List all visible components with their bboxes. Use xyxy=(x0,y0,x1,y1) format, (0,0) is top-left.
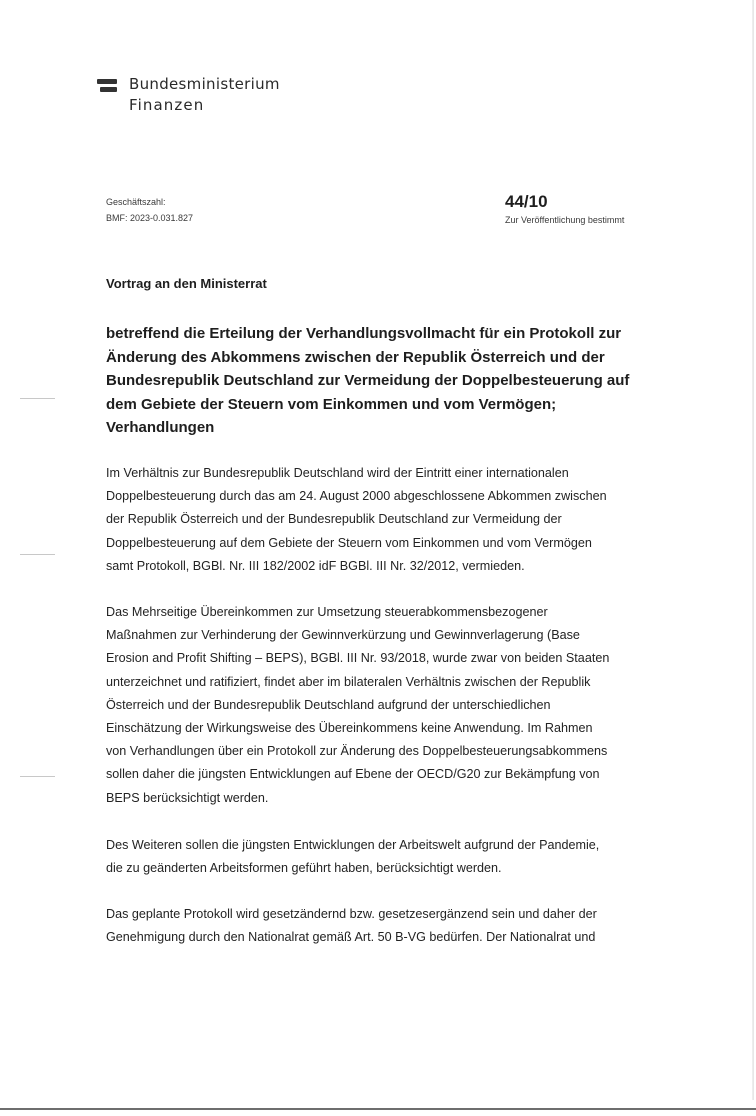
reference-label: Geschäftszahl: xyxy=(106,197,166,207)
logo-line-1: Bundesministerium xyxy=(129,75,280,93)
text-line: von Verhandlungen über ein Protokoll zur Änderung des Doppelbesteuerungsabkommens xyxy=(106,744,608,759)
text-line: unterzeichnet und ratifiziert, findet aber im bilateralen Verhältnis zwischen der Republik xyxy=(106,674,591,689)
austrian-federal-ministry-stripes-icon xyxy=(97,79,117,94)
logo-line-2: Finanzen xyxy=(129,96,205,114)
text-line: Das geplante Protokoll wird gesetzändernd bzw. gesetzesergänzend sein und daher der xyxy=(106,907,597,921)
subject-line: Änderung des Abkommens zwischen der Republik Österreich und der xyxy=(106,348,605,366)
subject-line: betreffend die Erteilung der Verhandlungsvollmacht für ein Protokoll zur xyxy=(106,325,622,342)
page-bottom-edge xyxy=(0,1108,756,1110)
text-line: Einschätzung der Wirkungsweise des Übereinkommens keine Anwendung. Im Rahmen xyxy=(106,721,593,736)
publication-note: Zur Veröffentlichung bestimmt xyxy=(505,215,625,225)
margin-fold-mark xyxy=(20,554,55,555)
text-line: sollen daher die jüngsten Entwicklungen auf Ebene der OECD/G20 zur Bekämpfung von xyxy=(106,767,600,782)
text-line: die zu geänderten Arbeitsformen geführt haben, berücksichtigt werden. xyxy=(106,861,502,876)
reference-block xyxy=(106,194,193,226)
text-line: Erosion and Profit Shifting – BEPS), BGBl. III Nr. 93/2018, wurde zwar von beiden Staaten xyxy=(106,651,610,666)
agenda-block xyxy=(505,191,624,226)
ministry-logo xyxy=(97,74,280,116)
text-line: Doppelbesteuerung durch das am 24. August 2000 abgeschlossene Abkommen zwischen xyxy=(106,489,607,504)
document-subject xyxy=(106,322,646,440)
text-line: samt Protokoll, BGBl. Nr. III 182/2002 idF BGBl. III Nr. 32/2012, vermieden. xyxy=(106,558,525,573)
text-line: Genehmigung durch den Nationalrat gemäß Art. 50 B-VG bedürfen. Der Nationalrat und xyxy=(106,930,596,945)
text-line: Maßnahmen zur Verhinderung der Gewinnverkürzung und Gewinnverlagerung (Base xyxy=(106,628,580,643)
agenda-number: 44/10 xyxy=(505,192,548,211)
paragraph-2 xyxy=(106,601,666,810)
subject-line: Bundesrepublik Deutschland zur Vermeidung der Doppelbesteuerung auf xyxy=(106,372,630,389)
document-heading: Vortrag an den Ministerrat xyxy=(106,276,267,291)
text-line: Doppelbesteuerung auf dem Gebiete der Steuern vom Einkommen und vom Vermögen xyxy=(106,535,592,550)
text-line: Das Mehrseitige Übereinkommen zur Umsetzung steuerabkommensbezogener xyxy=(106,605,548,619)
margin-fold-mark xyxy=(20,776,55,777)
text-line: Des Weiteren sollen die jüngsten Entwicklungen der Arbeitswelt aufgrund der Pandemie, xyxy=(106,838,600,852)
text-line: BEPS berücksichtigt werden. xyxy=(106,790,269,805)
reference-value: BMF: 2023-0.031.827 xyxy=(106,213,194,223)
paragraph-4 xyxy=(106,903,666,949)
text-line: Österreich und der Bundesrepublik Deutschland aufgrund der unterschiedlichen xyxy=(106,697,551,712)
subject-line: Verhandlungen xyxy=(106,419,215,436)
page-edge-shadow xyxy=(752,0,754,1100)
paragraph-1 xyxy=(106,462,666,578)
margin-fold-mark xyxy=(20,398,55,399)
text-line: Im Verhältnis zur Bundesrepublik Deutschland wird der Eintritt einer internationalen xyxy=(106,466,569,480)
subject-line: dem Gebiete der Steuern vom Einkommen und vom Vermögen; xyxy=(106,395,557,413)
text-line: der Republik Österreich und der Bundesrepublik Deutschland zur Vermeidung der xyxy=(106,512,562,527)
paragraph-3 xyxy=(106,834,666,880)
